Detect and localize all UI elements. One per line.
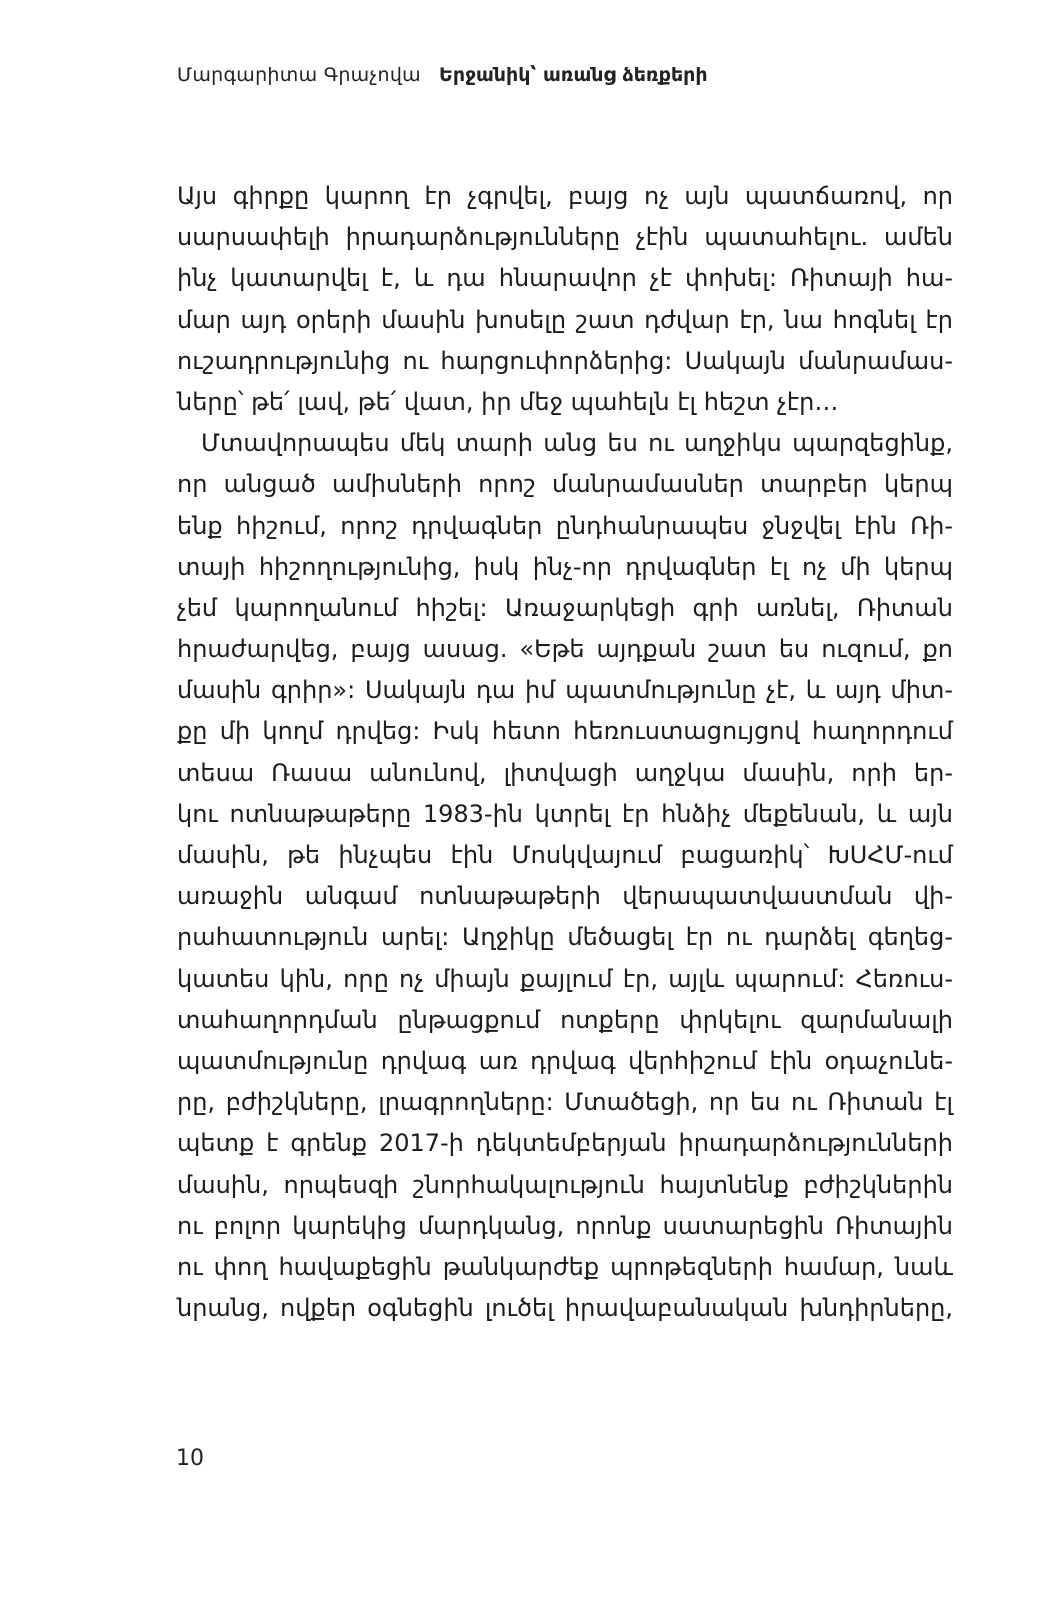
text-line: ինչ կատարվել է, և դա հնարավոր չէ փոխել: Ռիտայի հա- — [177, 264, 953, 293]
body-text — [177, 176, 953, 1329]
text-line: առաջին անգամ ոտնաթաթերի վերապատվաստման վի- — [177, 882, 953, 911]
text-line: ու բոլոր կարեկից մարդկանց, որոնք սատարեցին Ռիտային — [177, 1211, 953, 1240]
text-line: մար այդ օրերի մասին խոսելը շատ դժվար էր, նա հոգնել էր — [177, 305, 953, 334]
text-line: քը մի կողմ դրվեց: Իսկ հետո հեռուստացույցով հաղորդում — [177, 717, 953, 746]
text-line: որ անցած ամիսների որոշ մանրամասներ տարբեր կերպ — [177, 470, 953, 499]
header-author: Մարգարիտա Գրաչովա — [177, 64, 421, 86]
text-line: կատես կին, որը ոչ միայն քայլում էր, այլև պարում: Հեռուս- — [177, 964, 953, 993]
text-line: տեսա Ռասա անունով, լիտվացի աղջկա մասին, որի եր- — [177, 758, 953, 787]
text-line: հրաժարվեց, բայց ասաց. «Եթե այդքան շատ ես ուզում, քո — [177, 635, 953, 664]
text-line: մասին գրիր»: Սակայն դա իմ պատմությունը չէ, և այդ միտ- — [177, 676, 953, 705]
text-line: պատմությունը դրվագ առ դրվագ վերհիշում էին օդաչունե- — [177, 1046, 953, 1075]
header-book-title: Երջանիկ՝ առանց ձեռքերի — [439, 64, 708, 86]
text-line: րը, բժիշկները, լրագրողները: Մտածեցի, որ ես ու Ռիտան էլ — [177, 1088, 953, 1117]
text-line: տահաղորդման ընթացքում ոտքերը փրկելու զարմանալի — [177, 1005, 953, 1034]
text-line: մասին, որպեսզի շնորհակալություն հայտնենք բժիշկներին — [177, 1170, 953, 1199]
text-line: կու ոտնաթաթերը 1983-ին կտրել էր հնձիչ մեքենան, և այն — [177, 799, 953, 828]
text-line: րահատություն արել: Աղջիկը մեծացել էր ու դարձել գեղեց- — [177, 923, 953, 952]
page-number: 10 — [176, 1446, 204, 1471]
text-line: պետք է գրենք 2017-ի դեկտեմբերյան իրադարձությունների — [177, 1129, 953, 1158]
text-line: Մտավորապես մեկ տարի անց ես ու աղջիկս պարզեցինք, — [201, 429, 953, 458]
text-line: ենք հիշում, որոշ դրվագներ ընդհանրապես ջնջվել էին Ռի- — [177, 511, 953, 540]
paragraph — [177, 423, 953, 1329]
text-line: տայի հիշողությունից, իսկ ինչ-որ դրվագներ էլ ոչ մի կերպ — [177, 552, 953, 581]
text-line: նրանց, ովքեր օգնեցին լուծել իրավաբանական խնդիրները, — [177, 1294, 953, 1323]
text-line: ու փող հավաքեցին թանկարժեք պրոթեզների համար, նաև — [177, 1252, 953, 1281]
text-line: չեմ կարողանում հիշել: Առաջարկեցի գրի առնել, Ռիտան — [177, 593, 953, 622]
text-line: սարսափելի իրադարձությունները չէին պատահելու. ամեն — [177, 223, 953, 252]
text-line: Այս գիրքը կարող էր չգրվել, բայց ոչ այն պատճառով, որ — [177, 182, 953, 210]
text-line: ուշադրությունից ու հարցուփորձերից: Սակայն մանրամաս- — [177, 346, 953, 375]
text-line: մասին, թե ինչպես էին Մոսկվայում բացառիկ՝ ԽՍՀՄ-ում — [177, 841, 953, 869]
paragraph — [177, 176, 953, 423]
running-header — [177, 64, 708, 86]
text-line: ները՝ թե՛ լավ, թե՛ վատ, իր մեջ պահելն էլ հեշտ չէր… — [177, 387, 839, 416]
